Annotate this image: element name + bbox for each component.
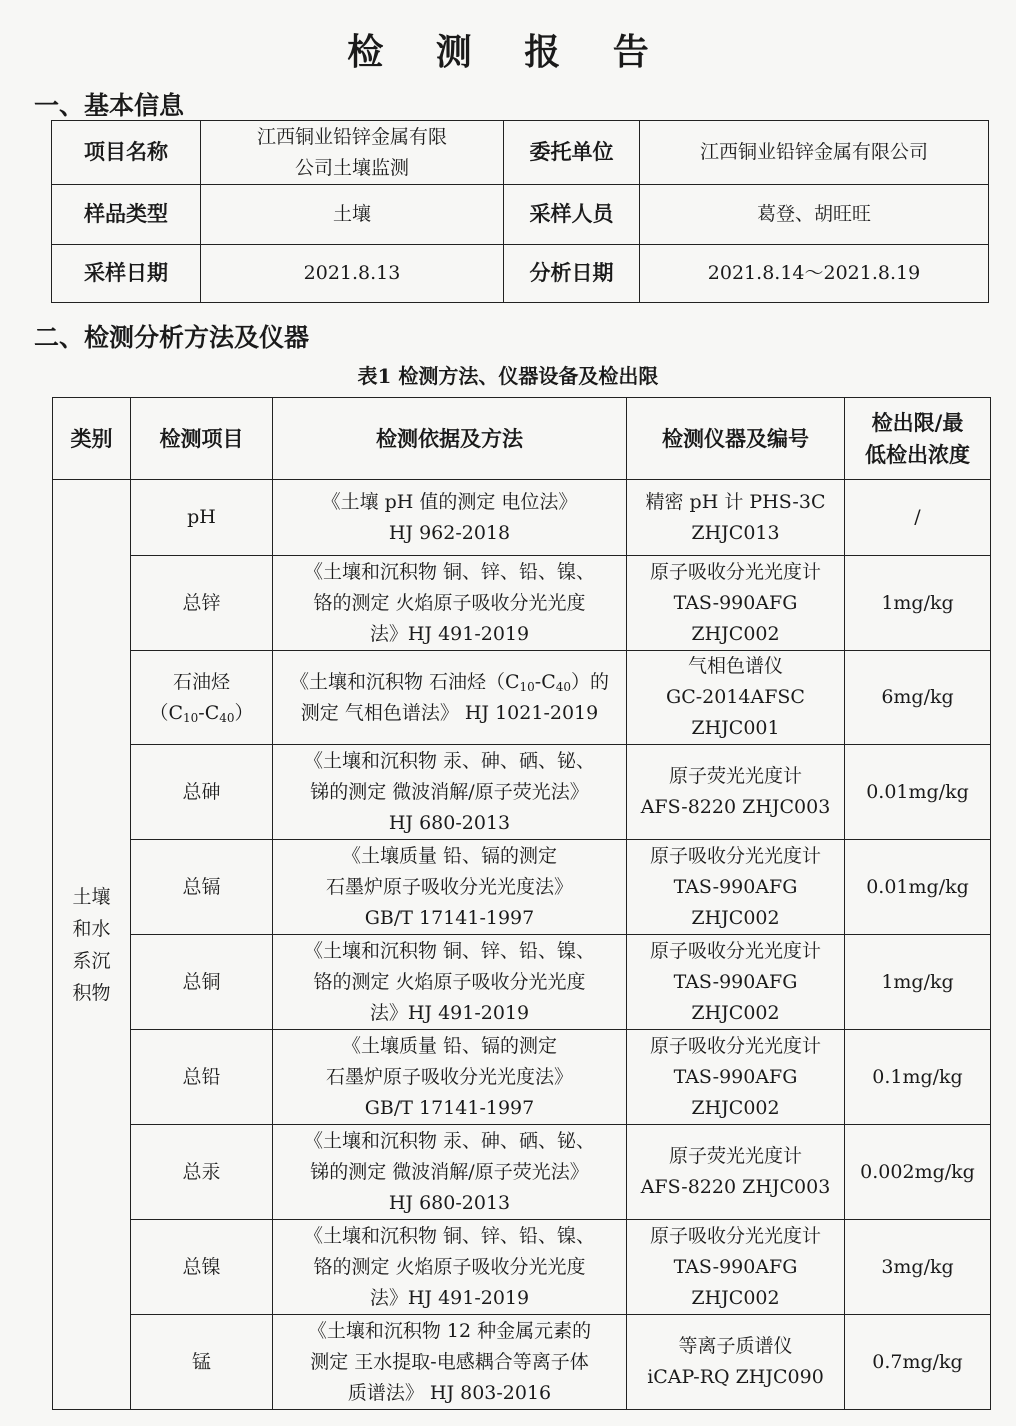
instrument-cell: 原子荧光光度计 AFS-8220 ZHJC003 [627,1125,845,1220]
methods-table [52,397,991,1410]
item-cell: 总镍 [131,1220,273,1315]
project-name-value: 江西铜业铅锌金属有限 公司土壤监测 [201,121,504,185]
table-row [53,556,991,651]
item-cell: 总汞 [131,1125,273,1220]
instrument-cell: 原子吸收分光光度计 TAS-990AFG ZHJC002 [627,556,845,651]
limit-cell: / [845,480,991,556]
limit-cell: 0.1mg/kg [845,1030,991,1125]
item-cell: 锰 [131,1315,273,1410]
sampling-date-label: 采样日期 [52,245,201,303]
section-heading-methods: 二、检测分析方法及仪器 [34,323,310,352]
instrument-cell: 等离子质谱仪 iCAP-RQ ZHJC090 [627,1315,845,1410]
header-item: 检测项目 [131,398,273,480]
analysis-date-value: 2021.8.14～2021.8.19 [640,245,989,303]
table-row [53,651,991,745]
table-row [53,745,991,840]
sampler-label: 采样人员 [504,185,640,245]
method-cell: 《土壤和沉积物 铜、锌、铅、镍、 铬的测定 火焰原子吸收分光光度 法》HJ 491-2019 [273,935,627,1030]
report-title: 检 测 报 告 [347,31,669,73]
header-category: 类别 [53,398,131,480]
table-row [53,840,991,935]
method-cell: 《土壤和沉积物 汞、砷、硒、铋、 锑的测定 微波消解/原子荧光法》 HJ 680-2013 [273,745,627,840]
item-cell: 总镉 [131,840,273,935]
table-row [53,1125,991,1220]
method-cell: 《土壤和沉积物 12 种金属元素的 测定 王水提取-电感耦合等离子体 质谱法》 HJ 803-2016 [273,1315,627,1410]
limit-cell: 0.01mg/kg [845,840,991,935]
item-cell: pH [131,480,273,556]
project-name-label: 项目名称 [52,121,201,185]
method-cell: 《土壤和沉积物 铜、锌、铅、镍、 铬的测定 火焰原子吸收分光光度 法》HJ 491-2019 [273,556,627,651]
sampler-value: 葛登、胡旺旺 [640,185,989,245]
limit-cell: 0.01mg/kg [845,745,991,840]
sampling-date-value: 2021.8.13 [201,245,504,303]
table-row [53,1030,991,1125]
item-cell: 总铜 [131,935,273,1030]
item-cell: 总铅 [131,1030,273,1125]
limit-cell: 6mg/kg [845,651,991,745]
table-row [53,1315,991,1410]
instrument-cell: 气相色谱仪 GC-2014AFSC ZHJC001 [627,651,845,745]
table-header-row [53,398,991,480]
method-cell: 《土壤 pH 值的测定 电位法》 HJ 962-2018 [273,480,627,556]
header-instrument: 检测仪器及编号 [627,398,845,480]
limit-cell: 3mg/kg [845,1220,991,1315]
sample-type-value: 土壤 [201,185,504,245]
client-label: 委托单位 [504,121,640,185]
item-cell: 总锌 [131,556,273,651]
table-caption: 表1 检测方法、仪器设备及检出限 [357,364,659,388]
sample-type-label: 样品类型 [52,185,201,245]
header-method: 检测依据及方法 [273,398,627,480]
limit-cell: 0.7mg/kg [845,1315,991,1410]
category-cell: 土壤 和水 系沉 积物 [53,480,131,1410]
table-row [53,1220,991,1315]
limit-cell: 1mg/kg [845,935,991,1030]
limit-cell: 0.002mg/kg [845,1125,991,1220]
instrument-cell: 原子荧光光度计 AFS-8220 ZHJC003 [627,745,845,840]
instrument-cell: 精密 pH 计 PHS-3C ZHJC013 [627,480,845,556]
method-cell: 《土壤质量 铅、镉的测定 石墨炉原子吸收分光光度法》 GB/T 17141-1997 [273,840,627,935]
instrument-cell: 原子吸收分光光度计 TAS-990AFG ZHJC002 [627,840,845,935]
item-cell: 石油烃 $(C_{10}-C_{40})$ [131,651,273,745]
method-cell: 《土壤和沉积物 汞、砷、硒、铋、 锑的测定 微波消解/原子荧光法》 HJ 680-2013 [273,1125,627,1220]
method-cell: 《土壤质量 铅、镉的测定 石墨炉原子吸收分光光度法》 GB/T 17141-1997 [273,1030,627,1125]
table-row [53,935,991,1030]
header-limit: 检出限/最 低检出浓度 [845,398,991,480]
basic-info-table [51,120,989,303]
method-cell: 《土壤和沉积物 石油烃$(C_{10}-C_{40})$的 测定 气相色谱法》 HJ 1021-2019 [273,651,627,745]
limit-cell: 1mg/kg [845,556,991,651]
instrument-cell: 原子吸收分光光度计 TAS-990AFG ZHJC002 [627,935,845,1030]
item-cell: 总砷 [131,745,273,840]
instrument-cell: 原子吸收分光光度计 TAS-990AFG ZHJC002 [627,1030,845,1125]
table-row [53,480,991,556]
section-heading-basic-info: 一、基本信息 [34,91,185,120]
client-value: 江西铜业铅锌金属有限公司 [640,121,989,185]
instrument-cell: 原子吸收分光光度计 TAS-990AFG ZHJC002 [627,1220,845,1315]
analysis-date-label: 分析日期 [504,245,640,303]
method-cell: 《土壤和沉积物 铜、锌、铅、镍、 铬的测定 火焰原子吸收分光光度 法》HJ 491-2019 [273,1220,627,1315]
